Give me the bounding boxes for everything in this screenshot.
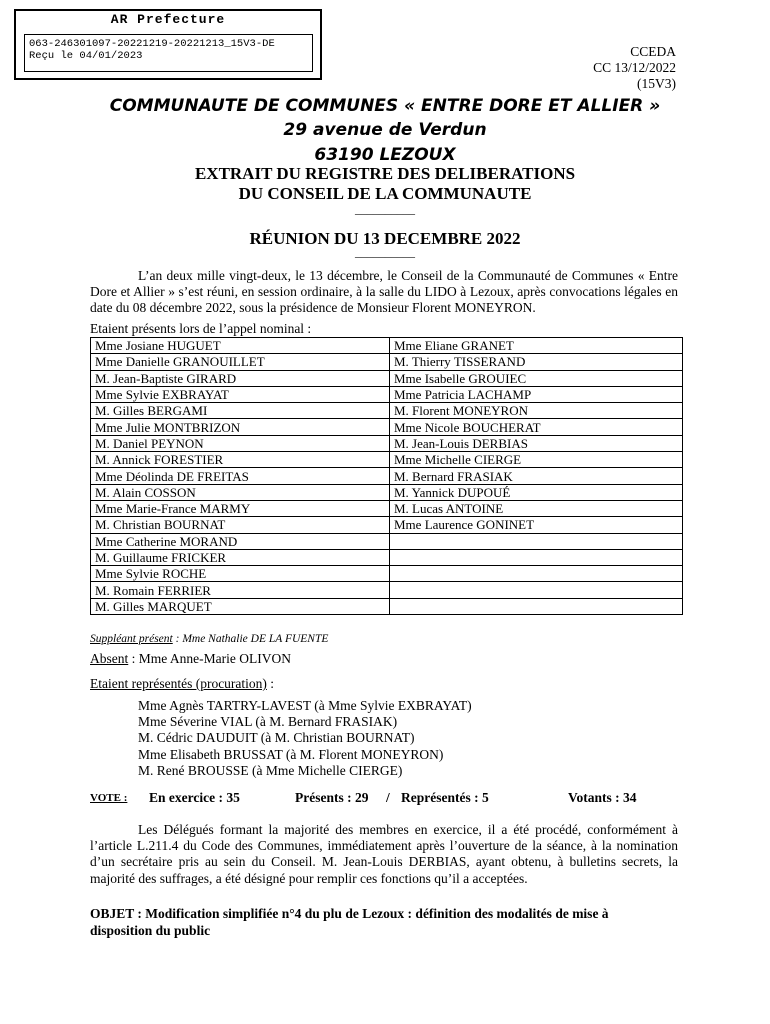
represented-list xyxy=(138,698,472,779)
stamp-received-date: Reçu le 04/01/2023 xyxy=(29,50,143,62)
table-row xyxy=(91,484,683,500)
member-cell: M. Florent MONEYRON xyxy=(390,403,683,419)
member-cell: M. Jean-Louis DERBIAS xyxy=(390,435,683,451)
member-cell: M. Daniel PEYNON xyxy=(91,435,390,451)
table-row xyxy=(91,386,683,402)
community-city: 63190 LEZOUX xyxy=(314,145,456,165)
member-cell: Mme Josiane HUGUET xyxy=(91,338,390,354)
vote-separator: / xyxy=(386,790,390,805)
member-cell: M. Yannick DUPOUÉ xyxy=(390,484,683,500)
member-cell: Mme Danielle GRANOUILLET xyxy=(91,354,390,370)
member-cell xyxy=(390,598,683,614)
vote-label: VOTE : xyxy=(90,792,128,804)
member-cell xyxy=(390,533,683,549)
stamp-reference-number: 063-246301097-20221219-20221213_15V3-DE xyxy=(29,38,275,50)
member-cell: M. Jean-Baptiste GIRARD xyxy=(91,370,390,386)
member-cell: Mme Julie MONTBRIZON xyxy=(91,419,390,435)
represented-label: Etaient représentés (procuration) xyxy=(90,676,267,691)
reference-code: (15V3) xyxy=(637,76,676,91)
member-cell: M. Romain FERRIER xyxy=(91,582,390,598)
suppleant-value: : Mme Nathalie DE LA FUENTE xyxy=(172,633,329,645)
member-cell: M. Alain COSSON xyxy=(91,484,390,500)
member-cell: Mme Isabelle GROUIEC xyxy=(390,370,683,386)
member-cell: M. Bernard FRASIAK xyxy=(390,468,683,484)
represented-suffix: : xyxy=(266,676,275,691)
table-row xyxy=(91,500,683,516)
absent-label: Absent xyxy=(90,651,129,666)
proxy-item: Mme Elisabeth BRUSSAT (à M. Florent MONEYRON) xyxy=(138,746,444,762)
proxy-item: Mme Séverine VIAL (à M. Bernard FRASIAK) xyxy=(138,714,398,730)
proxy-item: Mme Agnès TARTRY-LAVEST (à Mme Sylvie EXBRAYAT) xyxy=(138,698,472,713)
table-row xyxy=(91,370,683,386)
vote-exercice: En exercice : 35 xyxy=(149,790,240,805)
table-row xyxy=(91,566,683,582)
table-row xyxy=(91,403,683,419)
vote-presents: Présents : 29 xyxy=(295,790,369,805)
table-row xyxy=(91,598,683,614)
member-cell xyxy=(390,582,683,598)
table-row xyxy=(91,452,683,468)
table-row xyxy=(91,582,683,598)
stamp-title: AR Prefecture xyxy=(110,12,226,27)
member-cell: Mme Eliane GRANET xyxy=(390,338,683,354)
table-row xyxy=(91,338,683,354)
member-cell: Mme Sylvie ROCHE xyxy=(91,566,390,582)
suppleant-label: Suppléant présent xyxy=(90,633,173,645)
proxy-item: M. Cédric DAUDUIT (à M. Christian BOURNAT) xyxy=(138,730,415,746)
member-cell: Mme Marie-France MARMY xyxy=(91,500,390,516)
community-name: COMMUNAUTE DE COMMUNES « ENTRE DORE ET ALLIER » xyxy=(109,96,661,116)
table-row xyxy=(91,354,683,370)
table-row xyxy=(91,468,683,484)
member-cell: M. Gilles BERGAMI xyxy=(91,403,390,419)
member-cell: Mme Catherine MORAND xyxy=(91,533,390,549)
vote-representes: Représentés : 5 xyxy=(401,790,489,805)
objet-title: OBJET : Modification simplifiée n°4 du plu de Lezoux : définition des modalités de mise à disposition du public xyxy=(90,906,609,938)
member-cell: M. Christian BOURNAT xyxy=(91,517,390,533)
member-cell xyxy=(390,566,683,582)
community-street: 29 avenue de Verdun xyxy=(283,120,487,140)
extract-title-line1: EXTRAIT DU REGISTRE DES DELIBERATIONS xyxy=(194,164,576,183)
intro-paragraph: L’an deux mille vingt-deux, le 13 décembre, le Conseil de la Communauté de Communes « Entre Dore et Allier » s’est réuni, en session ordinaire, à la salle du LIDO à Lezoux, après convocations légales en date du 08 décembre 2022, sous la présidence de Monsieur Florent MONEYRON. xyxy=(90,268,678,316)
document-reference xyxy=(593,44,676,92)
table-row xyxy=(91,517,683,533)
member-cell: Mme Déolinda DE FREITAS xyxy=(91,468,390,484)
member-cell: M. Annick FORESTIER xyxy=(91,452,390,468)
proxy-item: M. René BROUSSE (à Mme Michelle CIERGE) xyxy=(138,762,403,778)
presents-label: Etaient présents lors de l’appel nominal : xyxy=(90,321,312,336)
presents-table xyxy=(90,337,683,615)
delegues-paragraph: Les Délégués formant la majorité des membres en exercice, il a été procédé, conformément à l’article L.211.4 du Code des Communes, immédiatement après l’ouverture de la séance, à la nomination d’un secrétaire pris au sein du Conseil. M. Jean-Louis DERBIAS, ayant obtenu, à bulletins secrets, la majorité des suffrages, a été désigné pour remplir ces fonctions qu’il a acceptées. xyxy=(90,822,678,886)
vote-votants: Votants : 34 xyxy=(568,790,637,805)
member-cell: M. Thierry TISSERAND xyxy=(390,354,683,370)
member-cell: Mme Patricia LACHAMP xyxy=(390,386,683,402)
meeting-rule: __________ xyxy=(355,245,415,259)
member-cell: M. Lucas ANTOINE xyxy=(390,500,683,516)
extract-title-line2: DU CONSEIL DE LA COMMUNAUTE xyxy=(238,184,532,203)
reference-date: CC 13/12/2022 xyxy=(593,60,676,75)
member-cell: Mme Laurence GONINET xyxy=(390,517,683,533)
table-row xyxy=(91,533,683,549)
member-cell: Mme Sylvie EXBRAYAT xyxy=(91,386,390,402)
member-cell xyxy=(390,549,683,565)
absent-line xyxy=(90,651,291,667)
reference-org: CCEDA xyxy=(630,44,676,59)
title-rule: __________ xyxy=(355,202,415,216)
table-row xyxy=(91,549,683,565)
table-row xyxy=(91,435,683,451)
suppleant-line xyxy=(90,629,328,647)
meeting-title: RÉUNION DU 13 DECEMBRE 2022 xyxy=(249,229,521,248)
stamp-reference-box xyxy=(24,34,313,72)
member-cell: Mme Nicole BOUCHERAT xyxy=(390,419,683,435)
absent-value: : Mme Anne-Marie OLIVON xyxy=(128,651,291,666)
member-cell: Mme Michelle CIERGE xyxy=(390,452,683,468)
member-cell: M. Gilles MARQUET xyxy=(91,598,390,614)
member-cell: M. Guillaume FRICKER xyxy=(91,549,390,565)
table-row xyxy=(91,419,683,435)
represented-line xyxy=(90,676,274,692)
